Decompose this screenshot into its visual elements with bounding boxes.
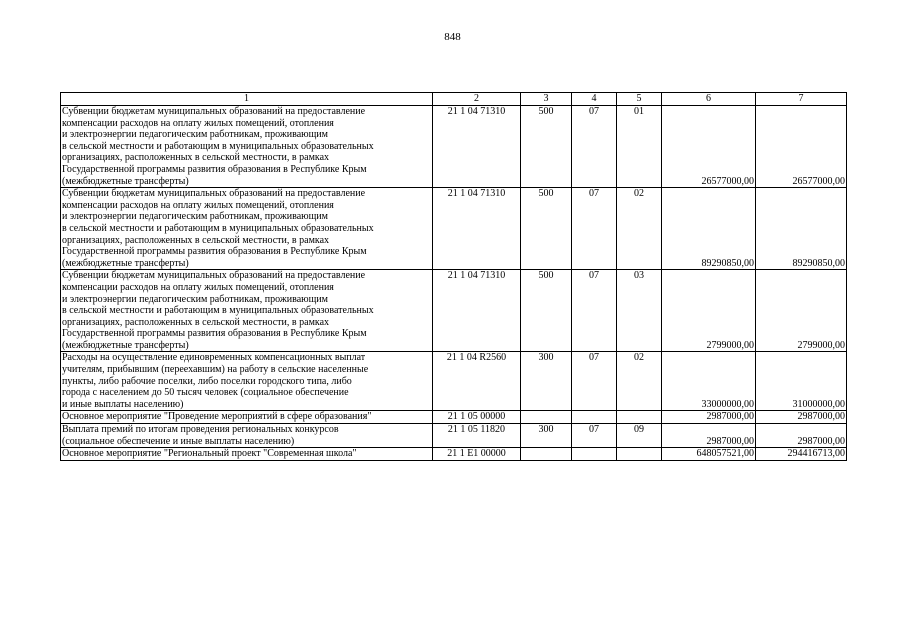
row-name-line: (межбюджетные трансферты) (62, 339, 189, 351)
row-amount-2: 2987000,00 (756, 424, 847, 448)
header-col-2: 2 (433, 93, 521, 106)
table-row (61, 188, 847, 270)
row-name-line: Основное мероприятие "Проведение мероприятий в сфере образования" (62, 411, 372, 423)
row-col-4 (572, 411, 617, 424)
row-name (61, 270, 433, 352)
row-col-4: 07 (572, 188, 617, 270)
row-col-3: 500 (521, 106, 572, 188)
row-col-5: 01 (617, 106, 662, 188)
header-col-4: 4 (572, 93, 617, 106)
row-amount-1: 2987000,00 (662, 411, 756, 424)
row-name-line: города с населением до 50 тысяч человек (социальное обеспечение (62, 387, 349, 399)
row-amount-1: 2987000,00 (662, 424, 756, 448)
row-col-3: 500 (521, 188, 572, 270)
row-col-4: 07 (572, 106, 617, 188)
header-col-6: 6 (662, 93, 756, 106)
row-col-3 (521, 448, 572, 461)
row-code: 21 1 04 71310 (433, 270, 521, 352)
table-row (61, 448, 847, 461)
row-name-line: и электроэнергии педагогическим работникам, проживающим (62, 129, 328, 141)
row-code: 21 1 04 R2560 (433, 352, 521, 411)
row-amount-1: 2799000,00 (662, 270, 756, 352)
header-col-7: 7 (756, 93, 847, 106)
row-col-5 (617, 411, 662, 424)
row-col-4: 07 (572, 270, 617, 352)
row-col-3: 300 (521, 424, 572, 448)
row-col-4: 07 (572, 424, 617, 448)
row-code: 21 1 04 71310 (433, 106, 521, 188)
row-amount-1: 33000000,00 (662, 352, 756, 411)
row-name-line: компенсации расходов на оплату жилых помещений, отопления (62, 117, 334, 129)
row-col-3: 300 (521, 352, 572, 411)
table-row (61, 352, 847, 411)
row-amount-2: 294416713,00 (756, 448, 847, 461)
row-name-line: (социальное обеспечение и иные выплаты населению) (62, 435, 295, 447)
row-col-3 (521, 411, 572, 424)
header-col-3: 3 (521, 93, 572, 106)
row-name-line: и иные выплаты населению) (62, 398, 184, 410)
header-col-1: 1 (61, 93, 433, 106)
row-col-5: 09 (617, 424, 662, 448)
row-col-5: 02 (617, 188, 662, 270)
row-amount-2: 31000000,00 (756, 352, 847, 411)
row-name (61, 411, 433, 424)
row-amount-2: 89290850,00 (756, 188, 847, 270)
row-col-3: 500 (521, 270, 572, 352)
row-name-line: Государственной программы развития образования в Республике Крым (62, 246, 367, 258)
row-name-line: организациях, расположенных в сельской местности, в рамках (62, 152, 330, 164)
row-amount-1: 26577000,00 (662, 106, 756, 188)
row-code: 21 1 04 71310 (433, 188, 521, 270)
row-amount-1: 89290850,00 (662, 188, 756, 270)
row-name-line: Государственной программы развития образования в Республике Крым (62, 328, 367, 340)
table-row (61, 424, 847, 448)
row-code: 21 1 E1 00000 (433, 448, 521, 461)
row-code: 21 1 05 11820 (433, 424, 521, 448)
row-name-line: и электроэнергии педагогическим работникам, проживающим (62, 293, 328, 305)
row-name-line: в сельской местности и работающим в муниципальных образовательных (62, 140, 374, 152)
row-code: 21 1 05 00000 (433, 411, 521, 424)
row-name-line: Расходы на осуществление единовременных компенсационных выплат (62, 352, 366, 364)
row-name-line: и электроэнергии педагогическим работникам, проживающим (62, 211, 328, 223)
row-name-line: Государственной программы развития образования в Республике Крым (62, 163, 367, 175)
budget-table (60, 92, 847, 461)
row-name-line: Субвенции бюджетам муниципальных образований на предоставление (62, 106, 366, 117)
table-row (61, 411, 847, 424)
table-row (61, 270, 847, 352)
row-col-4 (572, 448, 617, 461)
table-header-row (61, 93, 847, 106)
row-name-line: пункты, либо рабочие поселки, либо поселки городского типа, либо (62, 375, 352, 387)
row-amount-2: 26577000,00 (756, 106, 847, 188)
row-name-line: Выплата премий по итогам проведения региональных конкурсов (62, 424, 339, 436)
row-name-line: Субвенции бюджетам муниципальных образований на предоставление (62, 188, 366, 200)
row-col-5: 03 (617, 270, 662, 352)
row-name-line: учителям, прибывшим (переехавшим) на работу в сельские населенные (62, 364, 369, 376)
row-name-line: компенсации расходов на оплату жилых помещений, отопления (62, 199, 334, 211)
row-col-5 (617, 448, 662, 461)
row-name (61, 188, 433, 270)
row-name-line: (межбюджетные трансферты) (62, 257, 189, 269)
row-name (61, 352, 433, 411)
row-name (61, 448, 433, 461)
table-row (61, 106, 847, 188)
row-name (61, 424, 433, 448)
row-name-line: Основное мероприятие "Региональный проект "Современная школа" (62, 448, 357, 460)
header-col-5: 5 (617, 93, 662, 106)
row-col-5: 02 (617, 352, 662, 411)
row-name-line: в сельской местности и работающим в муниципальных образовательных (62, 305, 374, 317)
row-name-line: организациях, расположенных в сельской местности, в рамках (62, 316, 330, 328)
row-name-line: в сельской местности и работающим в муниципальных образовательных (62, 222, 374, 234)
row-name-line: (межбюджетные трансферты) (62, 175, 189, 187)
row-amount-1: 648057521,00 (662, 448, 756, 461)
row-name-line: компенсации расходов на оплату жилых помещений, отопления (62, 281, 334, 293)
row-name-line: организациях, расположенных в сельской местности, в рамках (62, 234, 330, 246)
row-name (61, 106, 433, 188)
row-amount-2: 2799000,00 (756, 270, 847, 352)
row-amount-2: 2987000,00 (756, 411, 847, 424)
row-col-4: 07 (572, 352, 617, 411)
row-name-line: Субвенции бюджетам муниципальных образований на предоставление (62, 270, 366, 282)
page-number: 848 (444, 31, 461, 43)
